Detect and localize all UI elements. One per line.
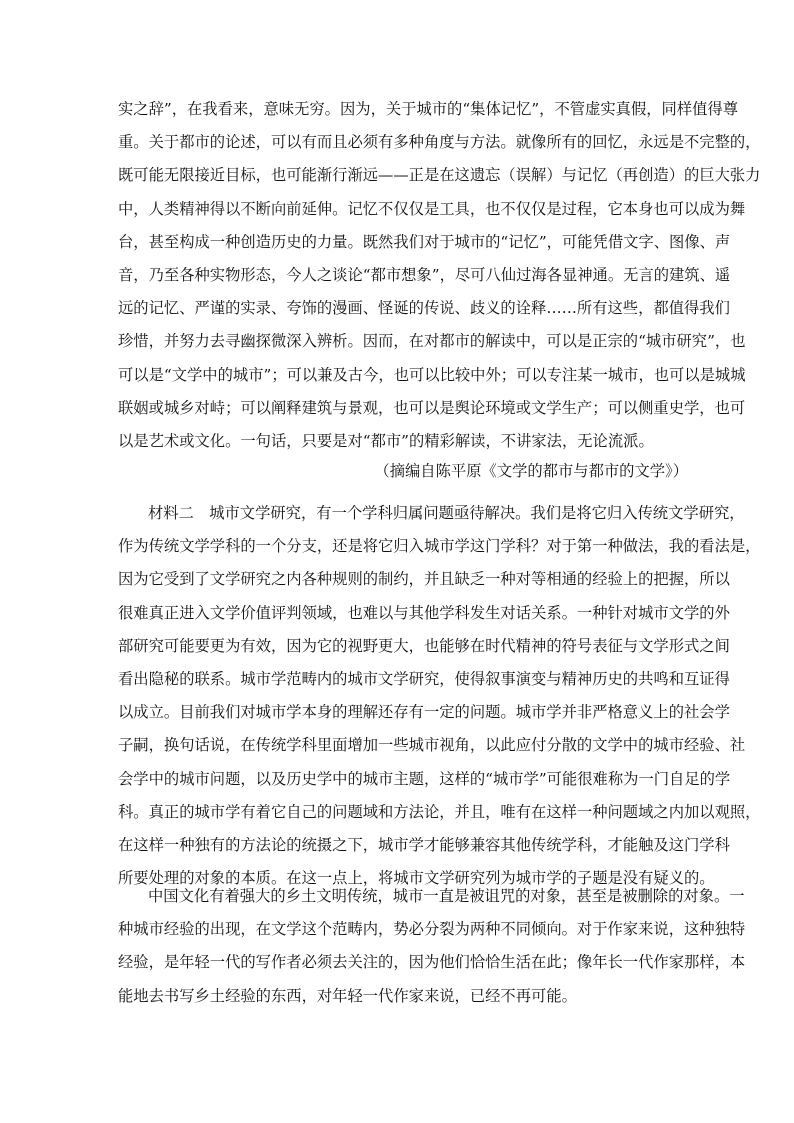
text-line: 材料二 城市文学研究，有一个学科归属问题亟待解决。我们是将它归入传统文学研究， [148,504,745,522]
text-line: 很难真正进入文学价值评判领域，也难以与其他学科发生对话关系。一种针对城市文学的外 [118,603,730,622]
text-line: 经验，是年轻一代的写作者必须去关注的，因为他们恰恰生活在此；像年长一代作家那样，本 [118,953,746,972]
text-line: 在这样一种独有的方法论的统摄之下，城市学才能够兼容其他传统学科，才能触及这门学科 [118,835,730,854]
text-line: 音，乃至各种实物形态，今人之谈论“都市想象”，尽可八仙过海各显神通。无言的建筑、遥 [118,265,731,284]
text-line: 科。真正的城市学有着它自己的问题域和方法论，并且，唯有在这样一种问题域之内加以观照， [118,802,761,821]
paragraph-material-two [118,497,761,895]
text-line: 台，甚至构成一种创造历史的力量。既然我们对于城市的“记忆”，可能凭借文字、图像、声 [118,232,731,251]
text-line: 看出隐秘的联系。城市学范畴内的城市文学研究，使得叙事演变与精神历史的共鸣和互证得 [118,669,730,688]
text-line: 重。关于都市的论述，可以有而且必须有多种角度与方法。就像所有的回忆，永远是不完整的， [118,133,761,152]
paragraph-chinese-culture [118,880,746,1013]
text-line: 既可能无限接近目标，也可能渐行渐远——正是在这遗忘（误解）与记忆（再创造）的巨大张力 [118,166,761,185]
text-line: 联姻或城乡对峙；可以阐释建筑与景观，也可以是舆论环境或文学生产；可以侧重史学，也可 [118,398,746,417]
text-line: 以是艺术或文化。一句话，只要是对“都市”的精彩解读，不讲家法，无论流派。 [118,431,654,450]
text-line: 会学中的城市问题，以及历史学中的城市主题，这样的“城市学”可能很难称为一门自足的学 [118,769,731,788]
text-line: 远的记忆、严谨的实录、夸饰的漫画、怪诞的传说、歧义的诠释……所有这些，都值得我们 [118,299,730,318]
text-line: 部研究可能要更为有效，因为它的视野更大，也能够在时代精神的符号表征与文学形式之间 [118,636,730,655]
source-citation: （摘编自陈平原《文学的都市与都市的文学》） [374,462,688,480]
text-line: 所要处理的对象的本质。在这一点上，将城市文学研究列为城市学的子题是没有疑义的。 [118,869,715,888]
paragraph-material-one-ending [118,93,761,458]
text-line: 珍惜，并努力去寻幽探微深入辨析。因而，在对都市的解读中，可以是正宗的“城市研究”，也 [118,332,746,351]
text-line: 以成立。目前我们对城市学本身的理解还存有一定的问题。城市学并非严格意义上的社会学 [118,703,730,722]
text-line: 能地去书写乡土经验的东西，对年轻一代作家来说，已经不再可能。 [118,986,577,1005]
text-line: 因为它受到了文学研究之内各种规则的制约，并且缺乏一种对等相通的经验上的把握，所以 [118,570,730,589]
text-line: 实之辞”，在我看来，意味无穷。因为，关于城市的“集体记忆”，不管虚实真假，同样值得尊 [118,100,739,118]
text-line: 中国文化有着强大的乡土文明传统，城市一直是被诅咒的对象，甚至是被删除的对象。一 [148,887,745,905]
text-line: 作为传统文学学科的一个分支，还是将它归入城市学这门学科？对于第一种做法，我的看法是， [118,537,761,556]
text-line: 子嗣，换句话说，在传统学科里面增加一些城市视角，以此应付分散的文学中的城市经验、社 [118,736,746,755]
text-line: 可以是“文学中的城市”；可以兼及古今，也可以比较中外；可以专注某一城市，也可以是城城 [118,365,746,384]
text-line: 中，人类精神得以不断向前延伸。记忆不仅仅是工具，也不仅仅是过程，它本身也可以成为舞 [118,199,746,218]
text-line: 种城市经验的出现，在文学这个范畴内，势必分裂为两种不同倾向。对于作家来说，这种独特 [118,920,746,939]
